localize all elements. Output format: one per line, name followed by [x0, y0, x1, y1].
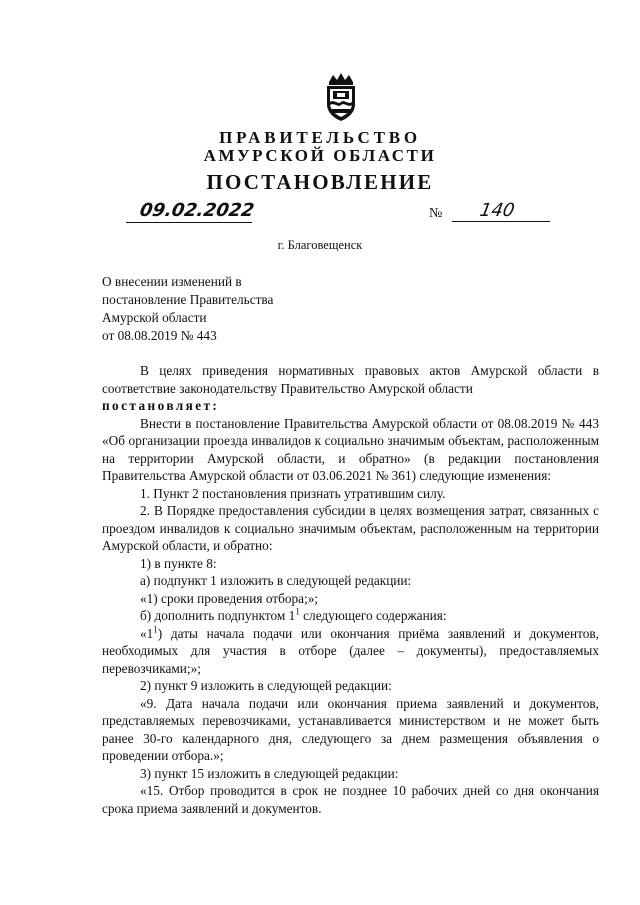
paragraph-text: «1	[140, 625, 154, 641]
government-name-line1: ПРАВИТЕЛЬСТВО	[219, 128, 421, 147]
paragraph: а) подпункт 1 изложить в следующей редакции:	[140, 573, 412, 588]
document-title: ПОСТАНОВЛЕНИЕ	[206, 170, 434, 194]
city: г. Благовещенск	[277, 238, 363, 252]
government-name-line2: АМУРСКОЙ ОБЛАСТИ	[203, 146, 437, 165]
paragraph: Внести в постановление Правительства Амурской области от 08.08.2019 № 443 «Об организации проезда инвалидов к социально значимым объектам, расположенным на территории Амурской области, и обратно» (в редакции постановления Правительства Амурской области от 03.06.2021 № 361) следующие изменения:	[102, 415, 599, 483]
document-date: 09.02.2022	[138, 200, 256, 221]
paragraph: «15. Отбор проводится в срок не позднее 10 рабочих дней со дня окончания срока приема заявлений и документов.	[102, 783, 599, 816]
resolves-word: постановляет:	[102, 398, 220, 413]
paragraph-text: следующего содержания:	[299, 608, 447, 623]
subject-line: постановление Правительства	[102, 292, 274, 307]
paragraph-text: ) даты начала подачи или окончания приёма заявлений и документов, необходимых для участия в отборе (далее – документы), предоставляемых перевозчиками;»;	[102, 625, 599, 676]
paragraph: 2. В Порядке предоставления субсидии в целях возмещения затрат, связанных с проездом инвалидов к социально значимым объектам, расположенным на территории Амурской области, и обратно:	[102, 503, 599, 553]
superscript: 1	[295, 606, 300, 617]
paragraph: «9. Дата начала подачи или окончания приема заявлений и документов, представляемых перевозчиками, устанавливается министерством и не может быть ранее 30-го календарного дня, следующего за днем размещения объявления о проведении отбора.»;	[102, 695, 599, 763]
document-number: 140	[478, 200, 517, 221]
paragraph: 3) пункт 15 изложить в следующей редакции:	[140, 765, 399, 781]
paragraph	[102, 607, 599, 625]
paragraph-text: б) дополнить подпунктом 1	[140, 608, 296, 623]
paragraph: 1. Пункт 2 постановления признать утратившим силу.	[140, 485, 446, 501]
superscript: 1	[153, 624, 158, 635]
subject-line: Амурской области	[102, 310, 207, 325]
number-underline	[452, 221, 550, 222]
paragraph: 2) пункт 9 изложить в следующей редакции:	[140, 678, 392, 693]
paragraph: «1) сроки проведения отбора;»;	[140, 590, 319, 606]
paragraph	[102, 625, 599, 678]
paragraph: 1) в пункте 8:	[140, 555, 217, 571]
amur-region-coat-of-arms-icon	[321, 72, 361, 122]
document-body	[102, 362, 599, 817]
subject-line: от 08.08.2019 № 443	[102, 328, 217, 343]
document-subject	[102, 273, 273, 345]
preamble: В целях приведения нормативных правовых актов Амурской области в соответствие законодательству Правительство Амурской области	[102, 363, 599, 396]
date-underline	[126, 222, 252, 223]
number-sign: №	[429, 206, 443, 221]
subject-line: О внесении изменений в	[102, 274, 242, 289]
